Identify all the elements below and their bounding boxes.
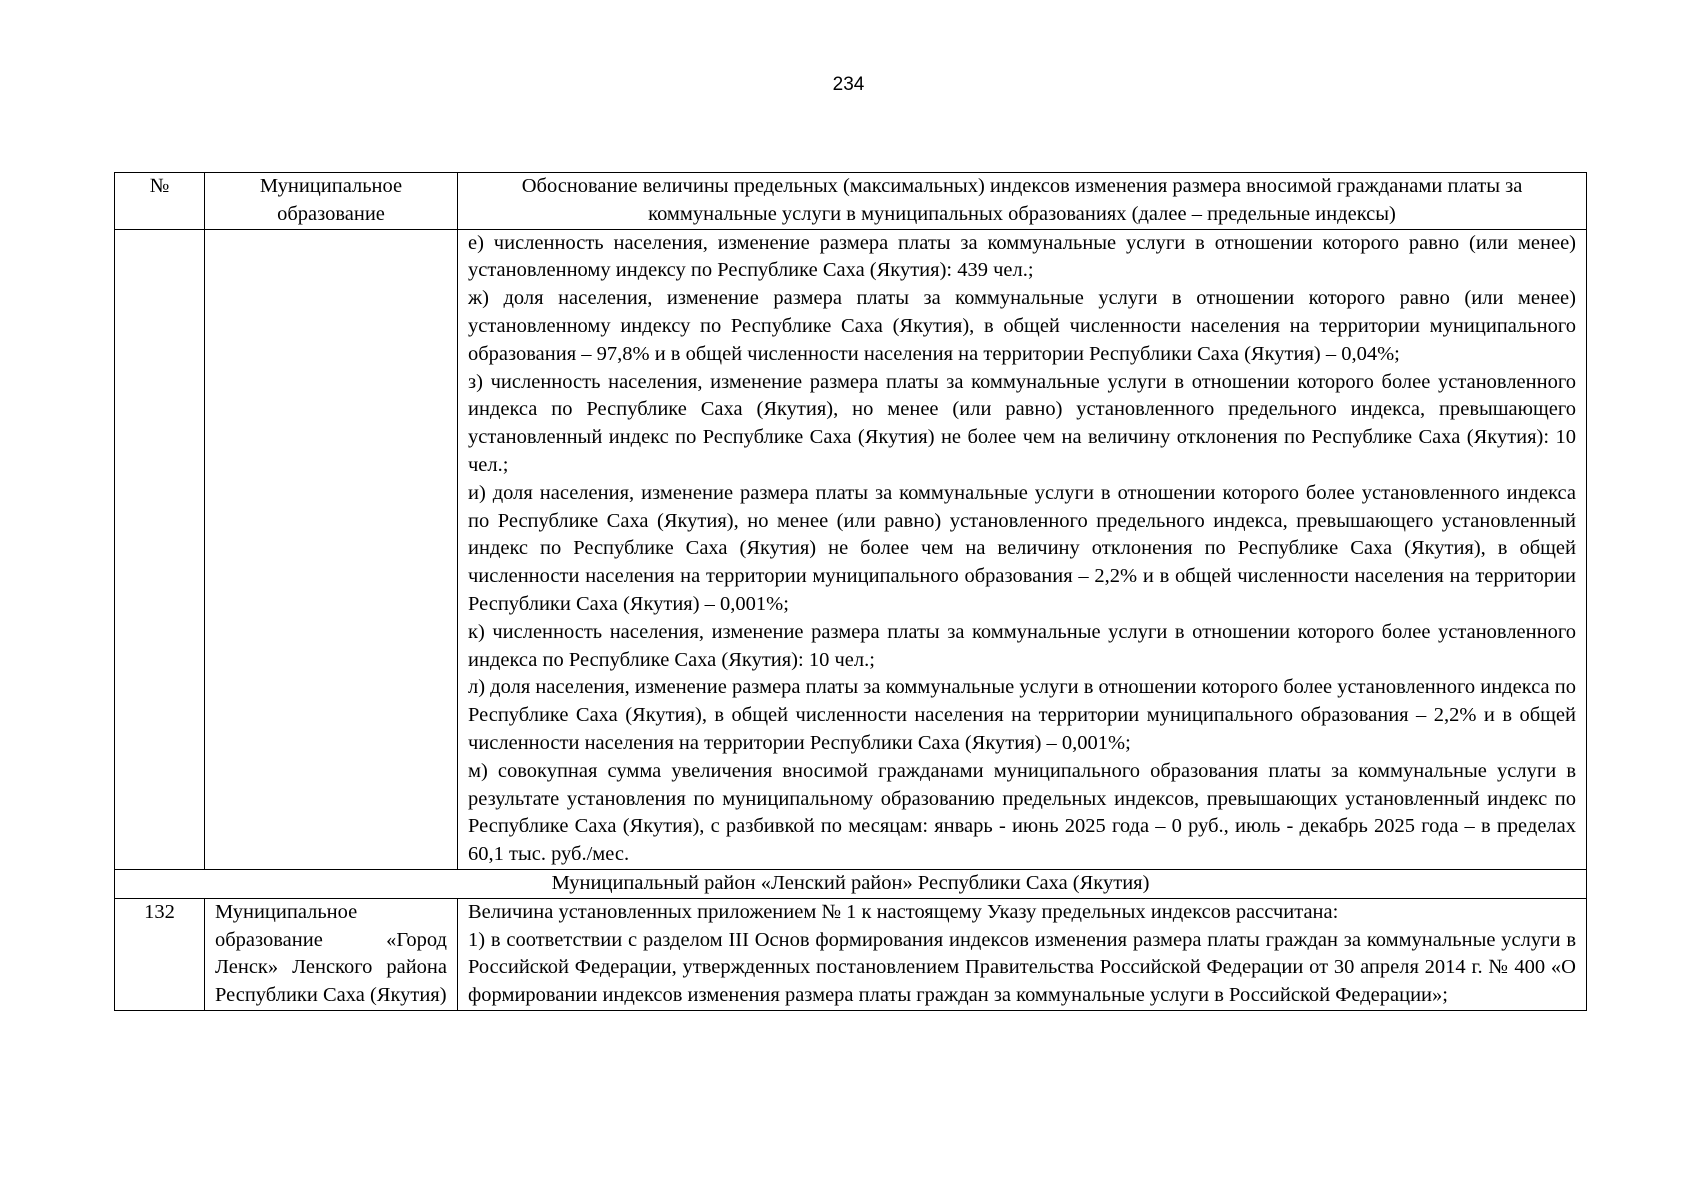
header-number: №	[115, 173, 205, 230]
paragraph-intro: Величина установленных приложением № 1 к настоящему Указу предельных индексов рассчитана:	[468, 900, 1339, 923]
cell-number-empty	[115, 229, 205, 869]
cell-justification-continued	[458, 229, 1587, 869]
page-number: 234	[832, 74, 865, 95]
cell-municipality-empty	[205, 229, 458, 869]
table-row-continued	[115, 229, 1587, 869]
section-title: Муниципальный район «Ленский район» Республики Саха (Якутия)	[115, 869, 1587, 898]
paragraph-i: и) доля населения, изменение размера платы за коммунальные услуги в отношении которого более установленного индекса по Республике Саха (Якутия), но менее (или равно) установленного предельного индекса, превышающего установленный индекс по Республике Саха (Якутия) не более чем на величину отклонения по Республике Саха (Якутия), в общей численности населения на территории муниципального образования – 2,2% и в общей численности населения на территории Республики Саха (Якутия) – 0,001%;	[468, 481, 1576, 615]
header-municipality: Муниципальное образование	[205, 173, 458, 230]
tariff-index-table	[114, 172, 1587, 1011]
table-row-132	[115, 898, 1587, 1010]
row-justification	[458, 898, 1587, 1010]
row-number: 132	[115, 898, 205, 1010]
header-justification: Обоснование величины предельных (максимальных) индексов изменения размера вносимой гражданами платы за коммунальные услуги в муниципальных образованиях (далее – предельные индексы)	[458, 173, 1587, 230]
paragraph-e: е) численность населения, изменение размера платы за коммунальные услуги в отношении которого равно (или менее) установленному индексу по Республике Саха (Якутия): 439 чел.;	[468, 231, 1576, 282]
paragraph-l: л) доля населения, изменение размера платы за коммунальные услуги в отношении которого более установленного индекса по Республике Саха (Якутия), в общей численности населения на территории муниципального образования – 2,2% и в общей численности населения на территории Республики Саха (Якутия) – 0,001%;	[468, 676, 1576, 754]
table-header-row	[115, 173, 1587, 230]
paragraph-k: к) численность населения, изменение размера платы за коммунальные услуги в отношении которого более установленного индекса по Республике Саха (Якутия): 10 чел.;	[468, 620, 1576, 671]
paragraph-m: м) совокупная сумма увеличения вносимой гражданами муниципального образования платы за коммунальные услуги в результате установления по муниципальному образованию предельных индексов, превышающих установленный индекс по Республике Саха (Якутия), с разбивкой по месяцам: январь - июнь 2025 года – 0 руб., июль - декабрь 2025 года – в пределах 60,1 тыс. руб./мес.	[468, 759, 1576, 866]
paragraph-1: 1) в соответствии с разделом III Основ формирования индексов изменения размера платы граждан за коммунальные услуги в Российской Федерации, утвержденных постановлением Правительства Российской Федерации от 30 апреля 2014 г. № 400 «О формировании индексов изменения размера платы граждан за коммунальные услуги в Российской Федерации»;	[468, 928, 1576, 1007]
row-municipality: Муниципальное образование «Город Ленск» Ленского района Республики Саха (Якутия)	[205, 898, 458, 1010]
paragraph-zh: ж) доля населения, изменение размера платы за коммунальные услуги в отношении которого равно (или менее) установленному индексу по Республике Саха (Якутия), в общей численности населения на территории муниципального образования – 97,8% и в общей численности населения на территории Республики Саха (Якутия) – 0,04%;	[468, 287, 1576, 365]
paragraph-z: з) численность населения, изменение размера платы за коммунальные услуги в отношении которого более установленного индекса по Республике Саха (Якутия), но менее (или равно) установленного предельного индекса, превышающего установленный индекс по Республике Саха (Якутия) не более чем на величину отклонения по Республике Саха (Якутия): 10 чел.;	[468, 370, 1576, 476]
section-row	[115, 869, 1587, 898]
